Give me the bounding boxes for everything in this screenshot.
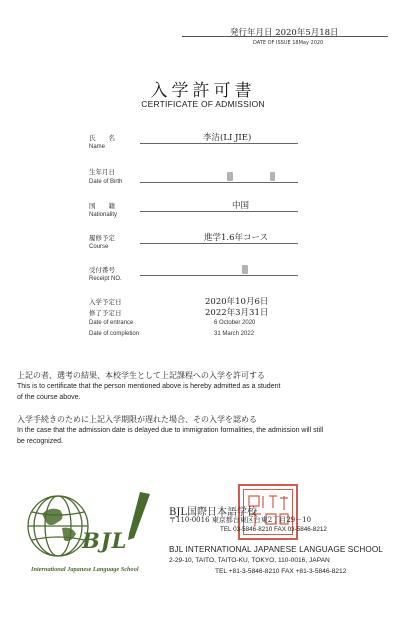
document-title-en: CERTIFICATE OF ADMISSION: [141, 99, 265, 109]
nationality-underline: [140, 211, 298, 212]
statement-en-line1: This is to certificate that the person mentioned above is hereby admitted as a student: [17, 383, 281, 390]
dob-underline: [140, 182, 298, 183]
receipt-label-en: Receipt NO.: [89, 276, 122, 282]
school-logo-text: BJL: [82, 528, 128, 553]
name-label-jp: 氏 名: [89, 134, 115, 142]
course-label-jp: 履修予定: [89, 234, 115, 242]
name-value: 李洁(LI JIE): [203, 133, 252, 143]
entrance-label-jp: 入学予定日: [89, 298, 122, 306]
course-label-en: Course: [89, 244, 109, 250]
name-underline: [140, 143, 298, 144]
nationality-label-jp: 国 籍: [89, 202, 115, 210]
nationality-value: 中国: [232, 201, 250, 211]
completion-label-en: Date of completion: [89, 331, 140, 337]
completion-label-jp: 修了予定日: [89, 309, 122, 317]
school-name-en: BJL INTERNATIONAL JAPANESE LANGUAGE SCHOOL: [169, 545, 383, 554]
school-logo-caption: International Japanese Language School: [31, 566, 139, 573]
entrance-label-en: Date of entrance: [89, 320, 134, 326]
completion-value-en: 31 March 2022: [214, 331, 255, 337]
issue-date-underline: [182, 36, 388, 37]
entrance-value-jp: 2020年10月6日: [205, 297, 269, 307]
dob-redaction: [227, 172, 233, 181]
issue-date-jp: 発行年月日 2020年5月18日: [230, 28, 339, 38]
school-tel-en: TEL +81-3-5846-8210 FAX +81-3-5846-8212: [215, 568, 347, 575]
receipt-label-jp: 受付番号: [89, 266, 115, 274]
course-value: 進学1.6年コース: [204, 233, 269, 243]
school-name-jp: BJL国際日本語学校: [169, 507, 257, 518]
name-label-en: Name: [89, 144, 106, 150]
dob-redaction: [270, 172, 275, 181]
delay-clause-en-line1: In the case that the admission date is delayed due to immigration formalities, the admission will still: [17, 427, 324, 434]
completion-value-jp: 2022年3月31日: [205, 308, 269, 318]
school-address-jp: 〒110-0016 東京都台東区台東2丁目29－10: [169, 516, 312, 524]
document-title-jp: 入学許可書: [150, 81, 256, 101]
statement-en-line2: of the course above.: [17, 394, 81, 401]
receipt-underline: [140, 275, 298, 276]
school-address-en: 2-29-10, TAITO, TAITO-KU, TOKYO, 110-0016, JAPAN: [169, 557, 330, 564]
receipt-redaction: [242, 265, 248, 274]
nationality-label-en: Nationality: [89, 212, 118, 218]
entrance-value-en: 6 October 2020: [214, 320, 256, 326]
school-tel-jp: TEL 03-5846-8210 FAX 03-5846-8212: [220, 526, 327, 533]
statement-jp: 上記の者、選考の結果、本校学生として上記課程への入学を許可する: [17, 371, 265, 380]
delay-clause-en-line2: be recognized.: [17, 438, 63, 445]
course-underline: [140, 243, 298, 244]
delay-clause-jp: 入学手続きのために上記入学期限が遅れた場合、その入学を認める: [17, 415, 257, 424]
issue-date-en: DATE OF ISSUE 18May 2020: [253, 40, 324, 46]
dob-label-jp: 生年月日: [89, 168, 115, 176]
dob-label-en: Date of Birth: [89, 179, 123, 185]
